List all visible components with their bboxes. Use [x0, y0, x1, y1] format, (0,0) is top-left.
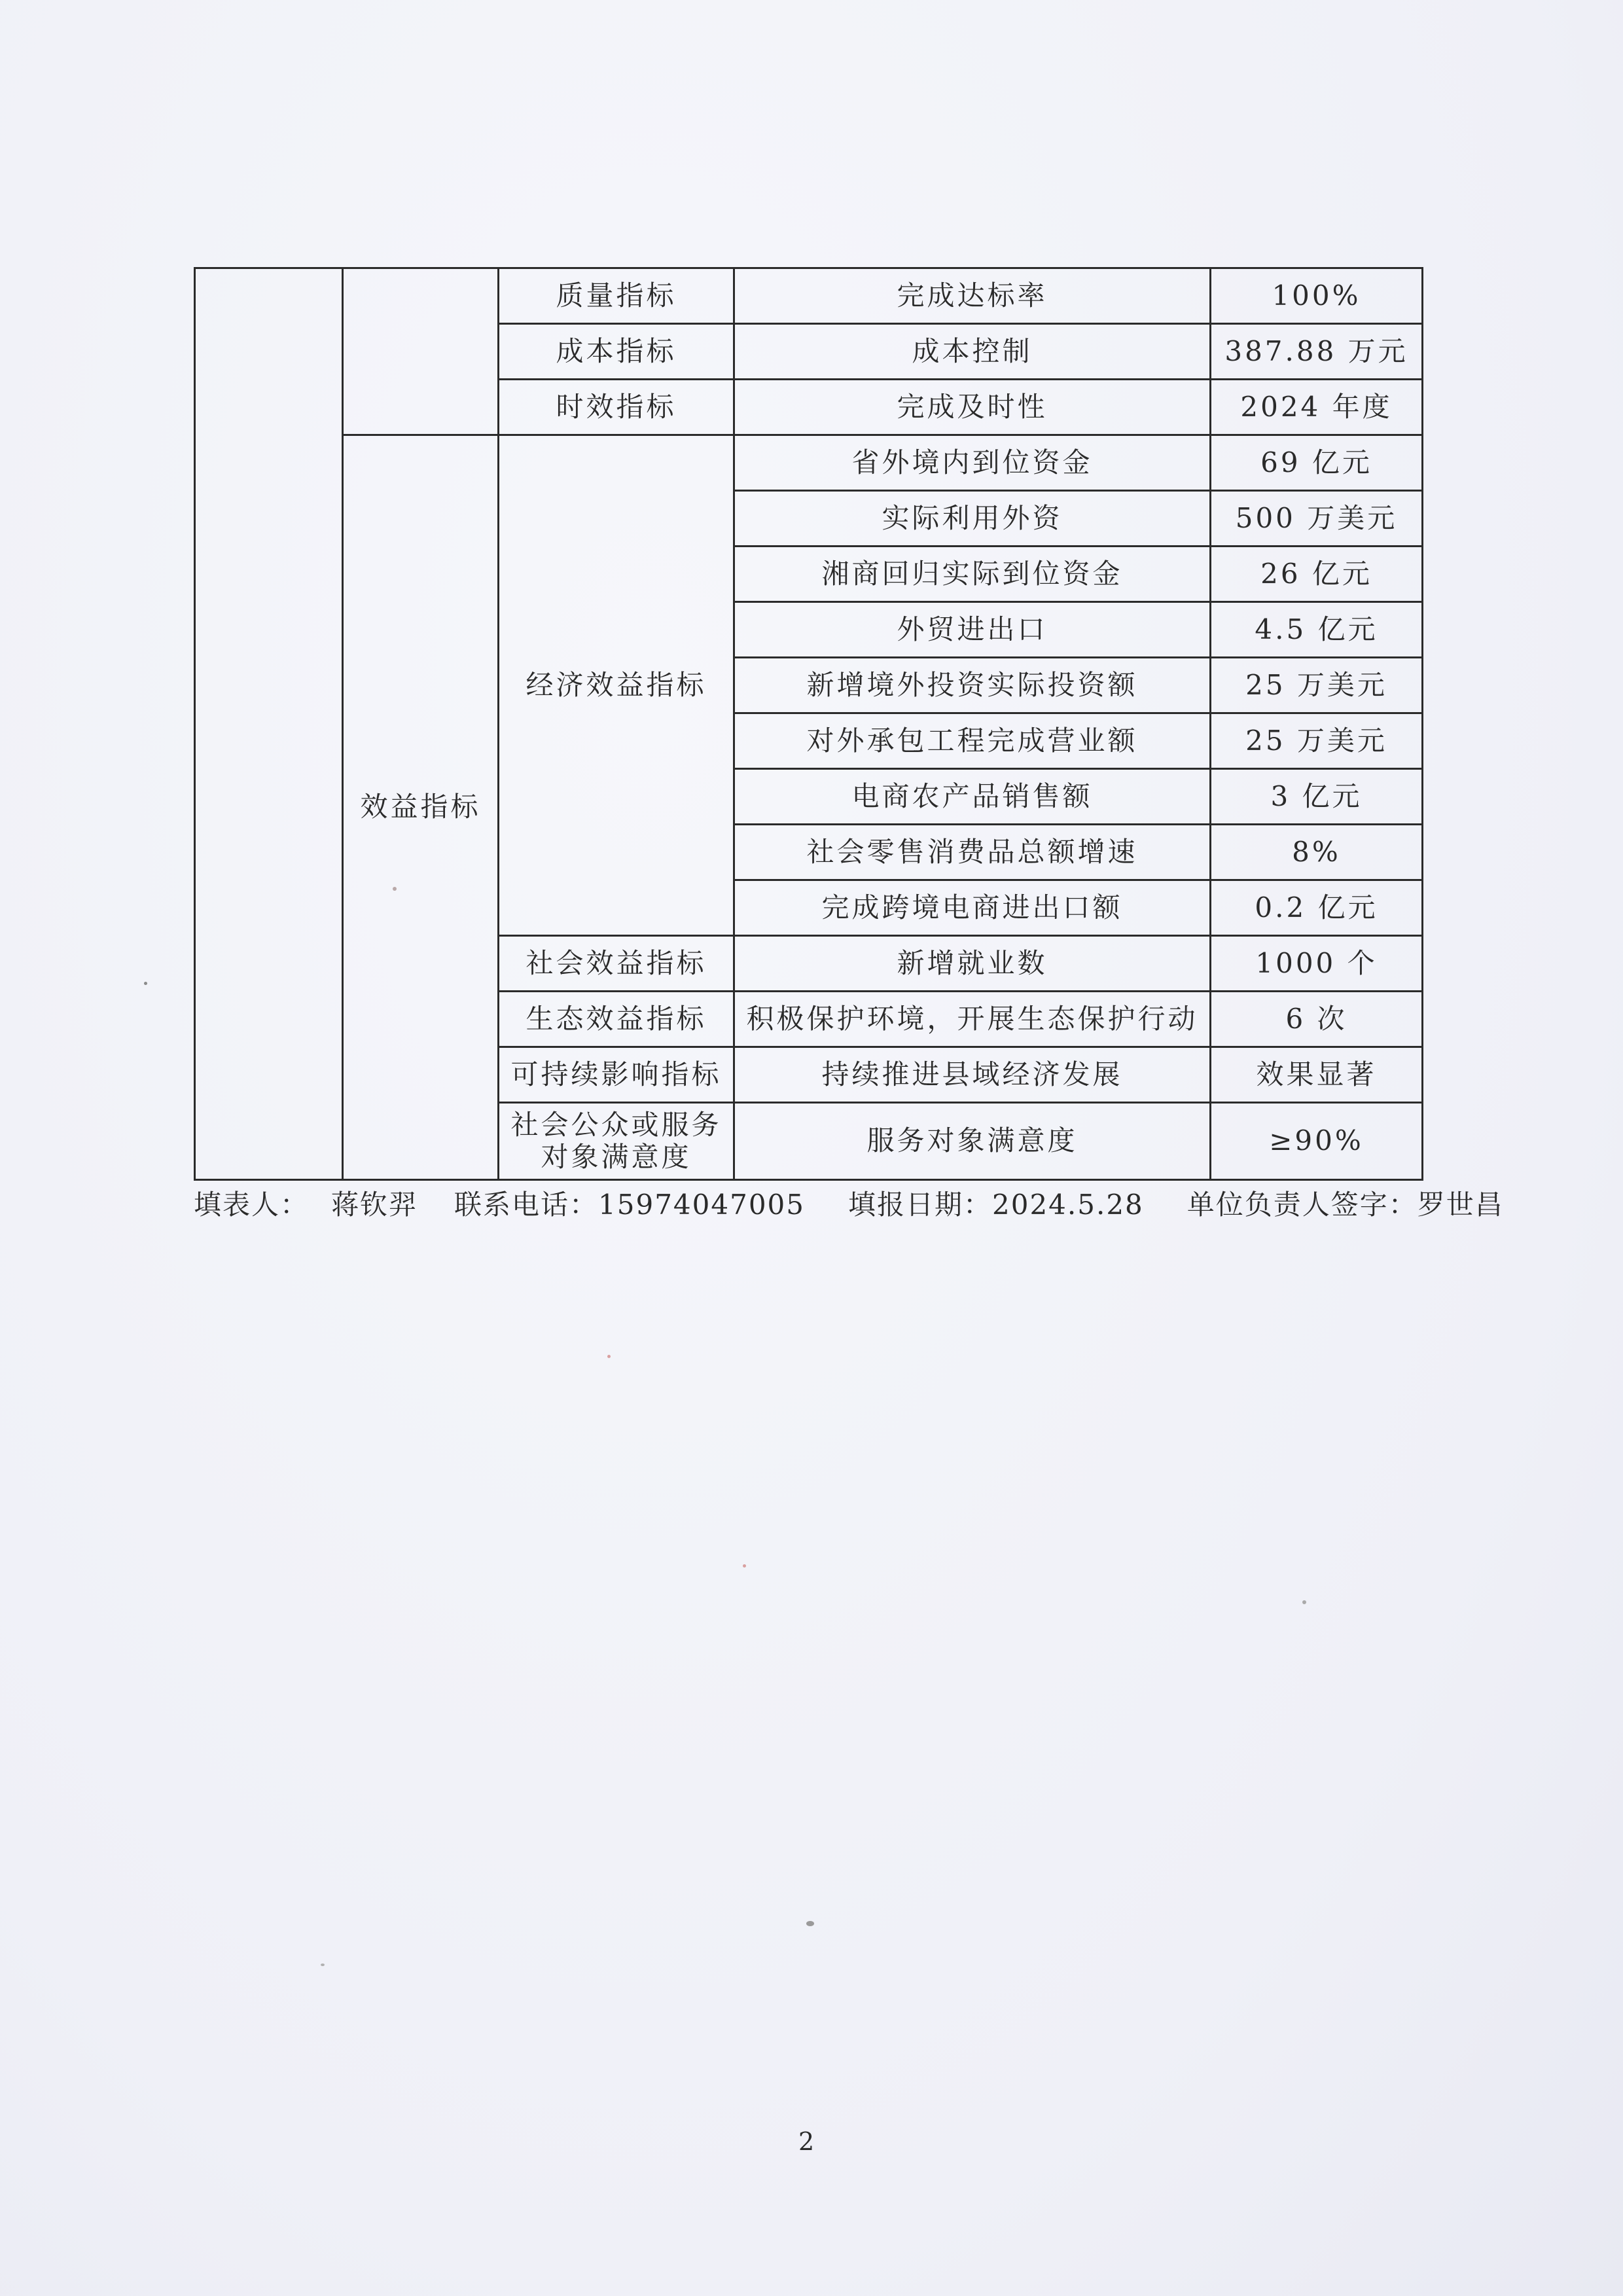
- scan-speck: [144, 982, 147, 985]
- head-signature-name: 罗世昌: [1417, 1189, 1504, 1221]
- scan-speck: [393, 887, 397, 891]
- value-cell: 0.2 亿元: [1211, 880, 1423, 936]
- value-cell: 效果显著: [1211, 1047, 1423, 1103]
- satisfaction-label-line2: 对象满意度: [541, 1140, 692, 1173]
- indicator-cell: 成本控制: [734, 324, 1211, 380]
- scan-speck: [806, 1921, 814, 1926]
- satisfaction-label-line1: 社会公众或服务: [510, 1109, 722, 1141]
- value-cell: 1000 个: [1211, 936, 1423, 992]
- level2-cell-empty: [343, 268, 499, 435]
- level3-cell-satisfaction: [499, 1103, 734, 1180]
- indicator-cell: 完成及时性: [734, 380, 1211, 435]
- value-cell: 100%: [1211, 268, 1423, 324]
- indicator-cell: 湘商回归实际到位资金: [734, 547, 1211, 602]
- indicator-cell: 服务对象满意度: [734, 1103, 1211, 1180]
- value-cell: 26 亿元: [1211, 547, 1423, 602]
- level1-cell-empty: [195, 268, 343, 1180]
- indicator-cell: 积极保护环境，开展生态保护行动: [734, 992, 1211, 1047]
- scan-speck: [743, 1564, 746, 1568]
- date-label: 填报日期：: [848, 1189, 993, 1221]
- value-cell: 25 万美元: [1211, 658, 1423, 713]
- indicator-cell: 实际利用外资: [734, 491, 1211, 547]
- value-cell: 4.5 亿元: [1211, 602, 1423, 658]
- date-value: 2024.5.28: [992, 1189, 1144, 1221]
- value-cell: 6 次: [1211, 992, 1423, 1047]
- indicator-cell: 省外境内到位资金: [734, 435, 1211, 491]
- table-row: [195, 268, 1423, 324]
- scan-speck: [1302, 1600, 1306, 1604]
- scan-speck: [607, 1355, 611, 1358]
- value-cell: 3 亿元: [1211, 769, 1423, 825]
- performance-indicator-table-wrapper: [194, 267, 1421, 1181]
- value-cell: 25 万美元: [1211, 713, 1423, 769]
- performance-indicator-table: [194, 267, 1423, 1181]
- indicator-cell: 对外承包工程完成营业额: [734, 713, 1211, 769]
- table-row: [195, 435, 1423, 491]
- indicator-cell: 社会零售消费品总额增速: [734, 825, 1211, 880]
- scan-speck: [321, 1964, 325, 1966]
- indicator-cell: 持续推进县域经济发展: [734, 1047, 1211, 1103]
- level3-cell: 成本指标: [499, 324, 734, 380]
- form-footer: [194, 1183, 1504, 1223]
- level3-cell: 生态效益指标: [499, 992, 734, 1047]
- value-cell: 2024 年度: [1211, 380, 1423, 435]
- indicator-cell: 完成达标率: [734, 268, 1211, 324]
- indicator-cell: 外贸进出口: [734, 602, 1211, 658]
- value-cell: 69 亿元: [1211, 435, 1423, 491]
- level3-cell-economic: 经济效益指标: [499, 435, 734, 936]
- page-number: 2: [798, 2127, 815, 2156]
- indicator-cell: 新增境外投资实际投资额: [734, 658, 1211, 713]
- level3-cell: 社会效益指标: [499, 936, 734, 992]
- value-cell: 387.88 万元: [1211, 324, 1423, 380]
- indicator-cell: 新增就业数: [734, 936, 1211, 992]
- level2-cell-benefit: 效益指标: [343, 435, 499, 1180]
- indicator-cell: 电商农产品销售额: [734, 769, 1211, 825]
- level3-cell: 可持续影响指标: [499, 1047, 734, 1103]
- indicator-cell: 完成跨境电商进出口额: [734, 880, 1211, 936]
- value-cell: 8%: [1211, 825, 1423, 880]
- level3-cell: 质量指标: [499, 268, 734, 324]
- phone-label: 联系电话：: [454, 1189, 599, 1221]
- phone-value: 15974047005: [598, 1189, 805, 1221]
- value-cell: 500 万美元: [1211, 491, 1423, 547]
- value-cell: ≥90%: [1211, 1103, 1423, 1180]
- filler-label: 填表人：: [194, 1189, 310, 1221]
- level3-cell: 时效指标: [499, 380, 734, 435]
- filler-name: 蒋钦羿: [331, 1189, 418, 1221]
- head-signature-label: 单位负责人签字：: [1186, 1189, 1418, 1221]
